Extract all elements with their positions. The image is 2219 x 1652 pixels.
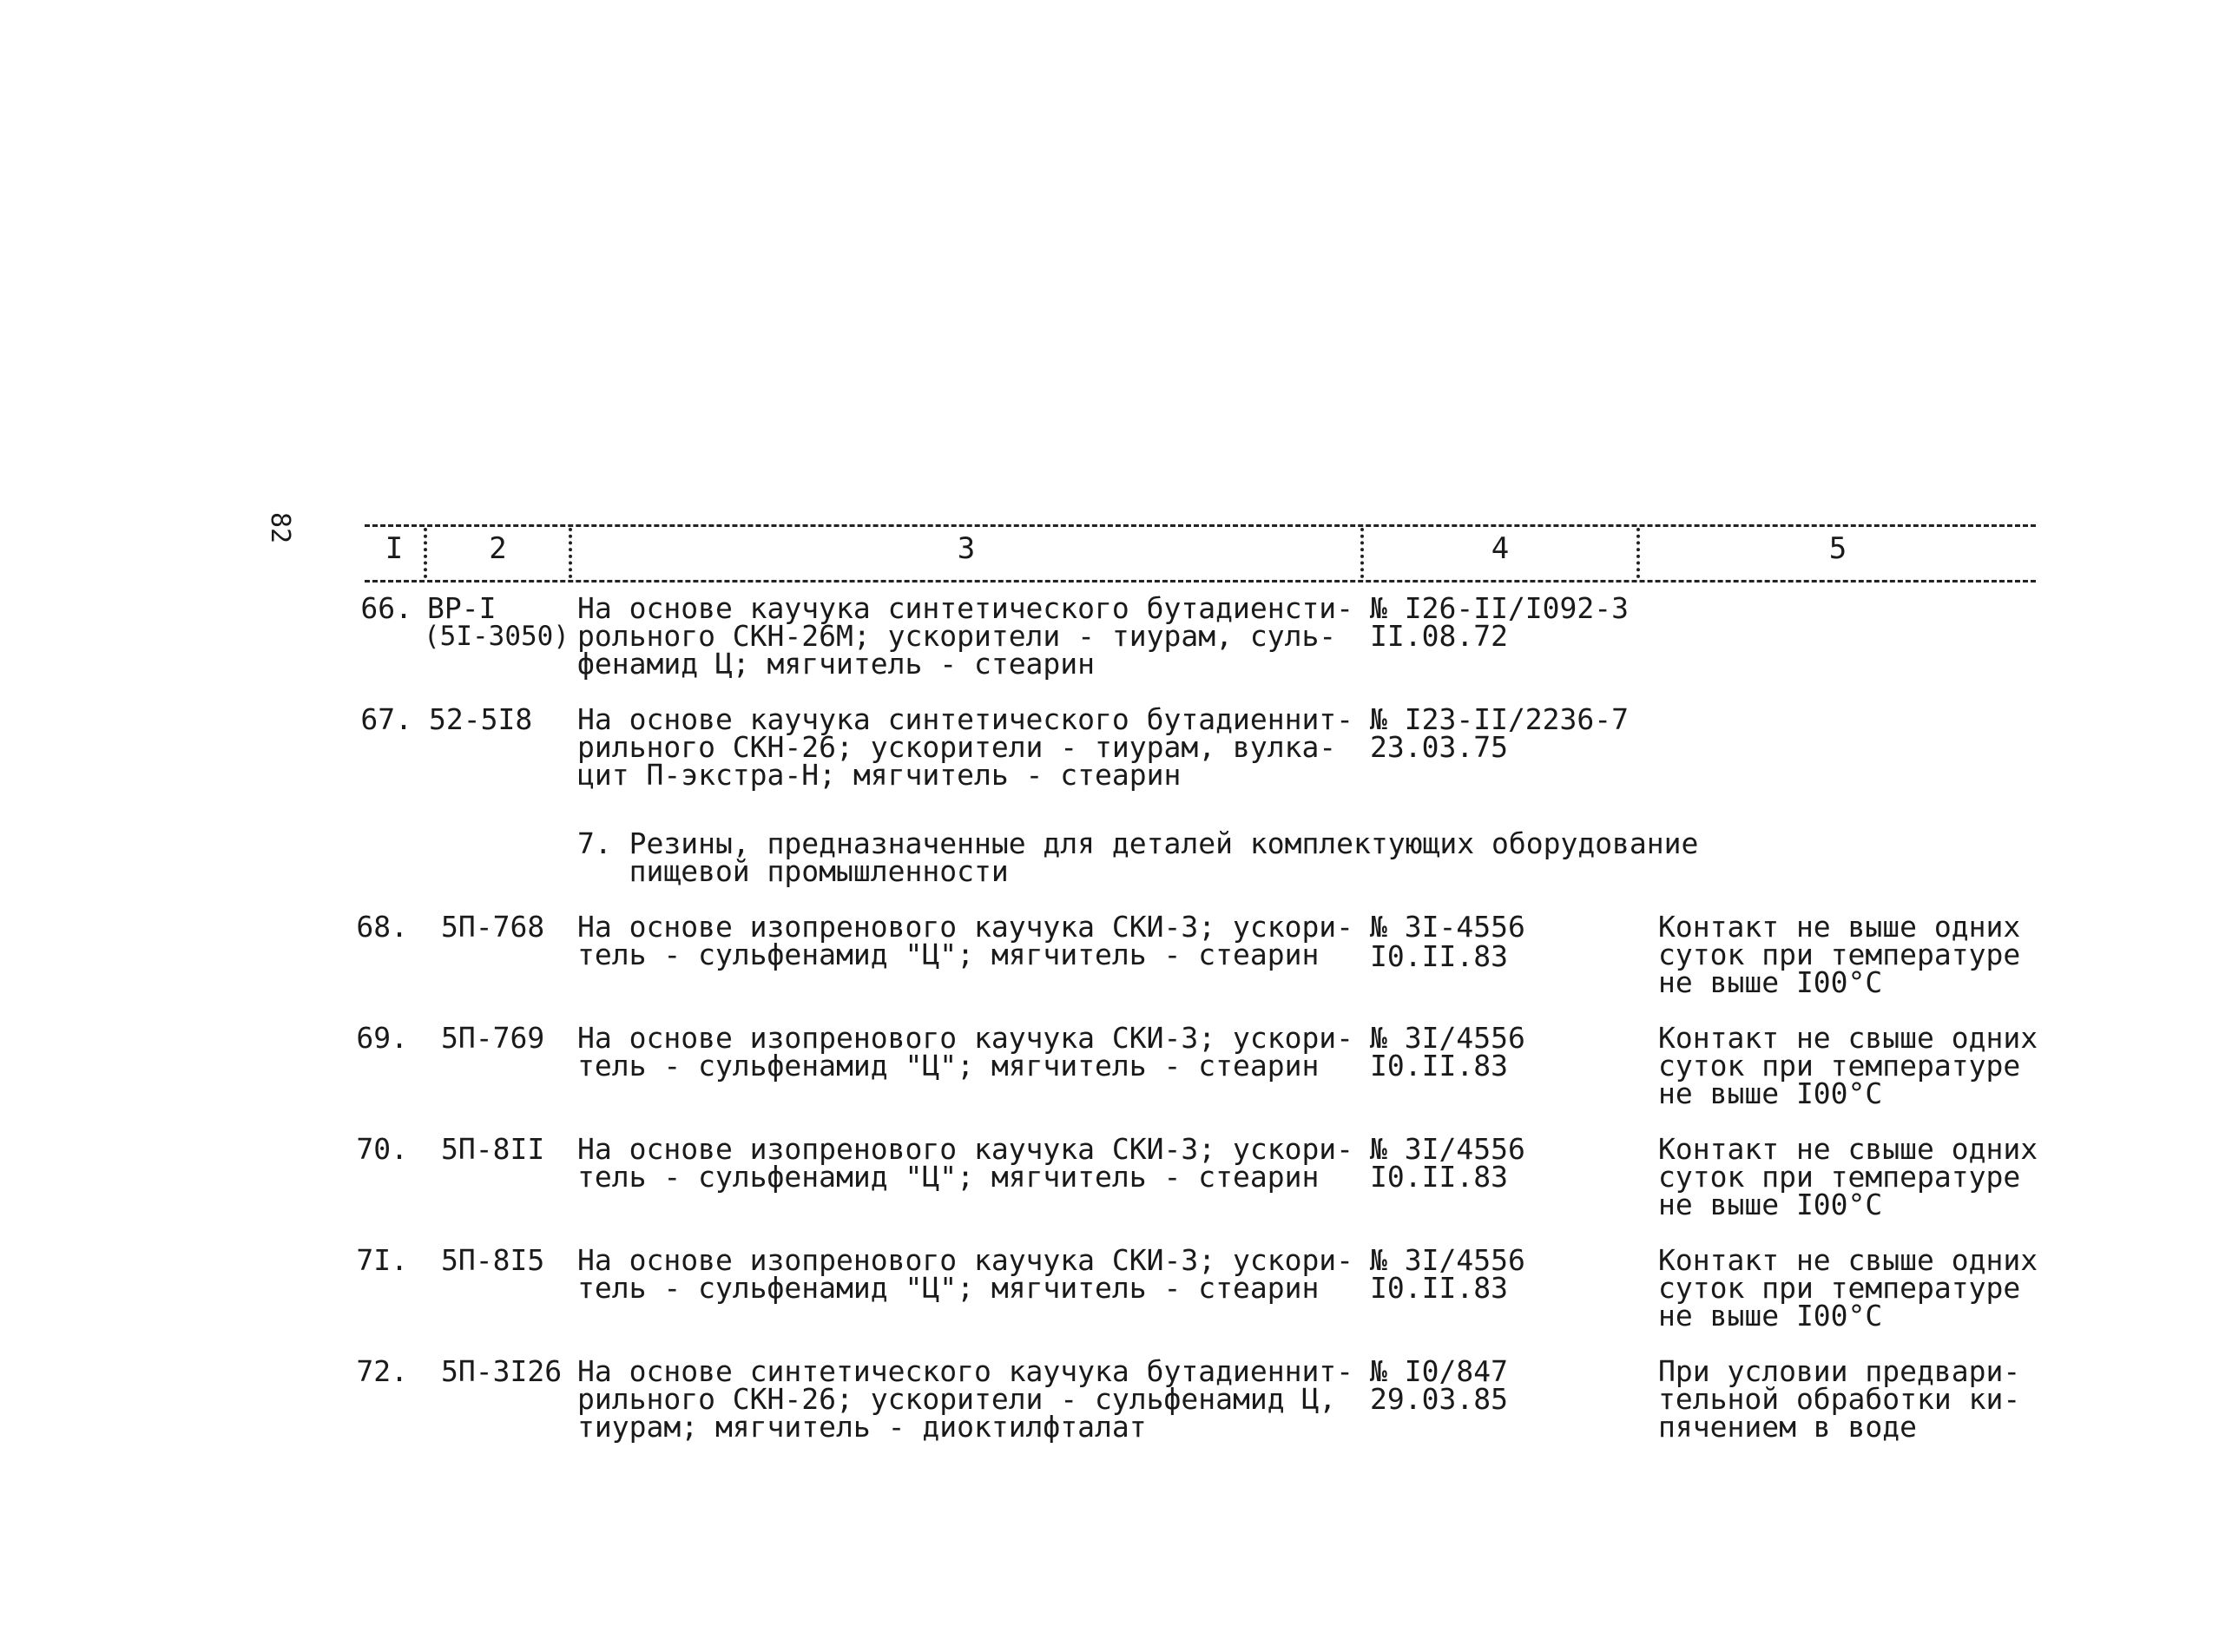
row-note: При условии предвари- [1658,1354,2021,1388]
column-header-2: 2 [489,531,507,566]
row-number: 7I. [356,1243,408,1277]
row-document: I0.II.83 [1370,1049,1508,1083]
row-note: пячением в воде [1658,1410,1918,1444]
row-note: не выше I00°C [1658,1188,1883,1221]
row-note: Контакт не свыше одних [1658,1243,2038,1277]
row-description: фенамид Ц; мягчитель - стеарин [577,647,1096,681]
page-number: 82 [265,512,295,544]
table-header-rule [365,580,2036,582]
row-description: тиурам; мягчитель - диоктилфталат [577,1410,1147,1444]
row-description: На основе изопренового каучука СКИ-3; ускори- [577,1243,1354,1277]
row-document: I0.II.83 [1370,939,1508,973]
row-description: На основе изопренового каучука СКИ-3; ускори- [577,1132,1354,1166]
row-code: 5П-3I26 [441,1354,563,1388]
row-document: № 3I-4556 [1370,910,1525,944]
column-header-1: I [385,531,404,566]
column-header-5: 5 [1828,531,1847,566]
row-note: суток при температуре [1658,1271,2021,1305]
row-note: не выше I00°C [1658,965,1883,999]
row-description: цит П-экстра-Н; мягчитель - стеарин [577,758,1182,792]
row-description: тель - сульфенамид "Ц"; мягчитель - стеарин [577,1160,1320,1194]
row-code: 5П-8I5 [441,1243,545,1277]
row-description: рильного СКН-26; ускорители - тиурам, вулка- [577,730,1337,764]
row-note: суток при температуре [1658,1160,2021,1194]
row-document: № I23-II/2236-7 [1370,702,1630,736]
row-note: суток при температуре [1658,1049,2021,1083]
row-description: На основе каучука синтетического бутадиенсти- [577,591,1354,625]
row-code: 5П-8II [441,1132,545,1166]
row-description: рольного СКН-26М; ускорители - тиурам, суль- [577,619,1337,653]
row-code: (5I-3050) [424,621,570,652]
row-note: Контакт не свыше одних [1658,1021,2038,1055]
row-number: 69. [356,1021,408,1055]
row-note: суток при температуре [1658,938,2021,971]
row-note: Контакт не выше одних [1658,910,2021,944]
row-number: 70. [356,1132,408,1166]
row-description: тель - сульфенамид "Ц"; мягчитель - стеарин [577,1271,1320,1305]
row-code: ВР-I [427,591,497,625]
row-document: II.08.72 [1370,619,1508,653]
row-description: На основе синтетического каучука бутадиеннит- [577,1354,1354,1388]
row-description: тель - сульфенамид "Ц"; мягчитель - стеарин [577,1049,1320,1083]
row-number: 72. [356,1354,408,1388]
row-note: Контакт не свыше одних [1658,1132,2038,1166]
row-description: На основе изопренового каучука СКИ-3; ускори- [577,1021,1354,1055]
row-document: 23.03.75 [1370,730,1508,764]
row-document: № 3I/4556 [1370,1132,1525,1166]
row-number: 67. [360,702,412,736]
table-top-rule [365,524,2036,527]
row-code: 5П-768 [441,910,545,944]
row-number: 68. [356,910,408,944]
row-description: На основе изопренового каучука СКИ-3; ускори- [577,910,1354,944]
column-header-3: 3 [957,531,976,566]
row-note: тельной обработки ки- [1658,1382,2021,1416]
row-document: I0.II.83 [1370,1271,1508,1305]
row-number: 66. [360,591,412,625]
row-document: № I26-II/I092-3 [1370,591,1630,625]
row-document: 29.03.85 [1370,1382,1508,1416]
row-description: рильного СКН-26; ускорители - сульфенамид Ц, [577,1382,1337,1416]
row-description: тель - сульфенамид "Ц"; мягчитель - стеарин [577,938,1320,971]
row-note: не выше I00°C [1658,1076,1883,1110]
row-document: № 3I/4556 [1370,1021,1525,1055]
section-heading: пищевой промышленности [577,854,1009,888]
row-document: № I0/847 [1370,1354,1508,1388]
section-heading: 7. Резины, предназначенные для деталей комплектующих оборудование [577,826,1699,860]
row-code: 5П-769 [441,1021,545,1055]
row-document: I0.II.83 [1370,1160,1508,1194]
row-description: На основе каучука синтетического бутадиеннит- [577,702,1354,736]
column-header-4: 4 [1491,531,1510,566]
row-code: 52-5I8 [429,702,533,736]
row-document: № 3I/4556 [1370,1243,1525,1277]
row-note: не выше I00°C [1658,1299,1883,1333]
